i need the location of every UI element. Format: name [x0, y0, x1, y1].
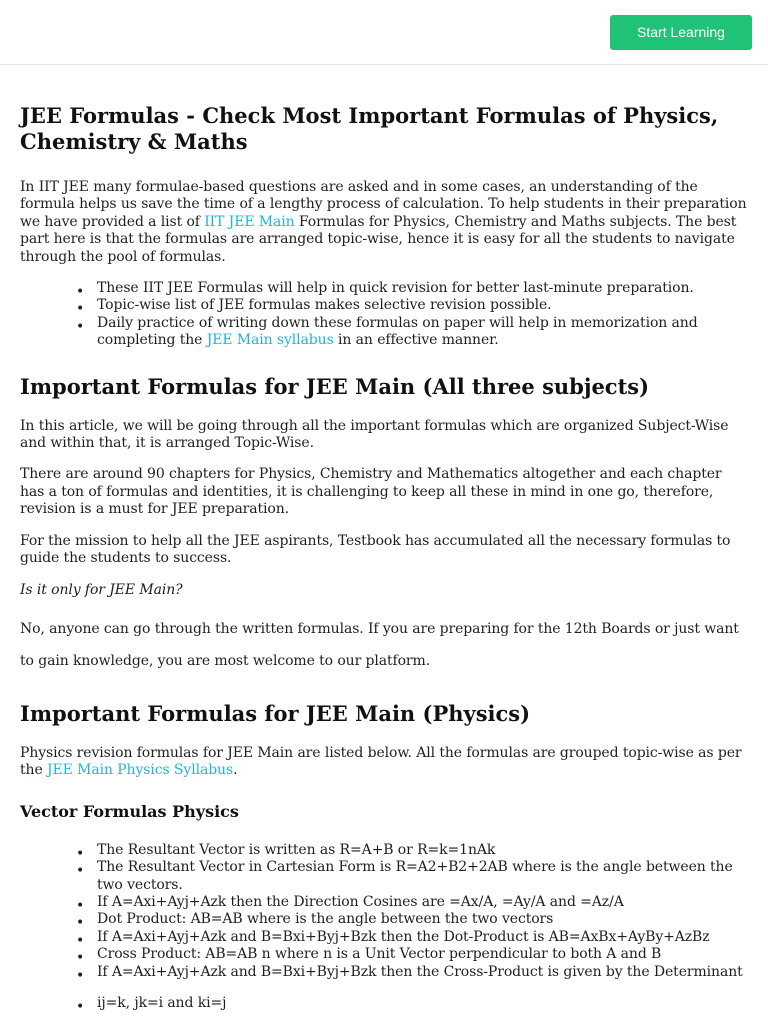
- start-learning-button[interactable]: Start Learning: [610, 15, 752, 50]
- list-item: [76, 314, 748, 350]
- faq-question-text: Is it only for JEE Main?: [20, 581, 183, 598]
- faq-answer: No, anyone can go through the written formulas. If you are preparing for the 12th Boards or just want to gain knowledge, you are most welcome to our platform.: [20, 620, 739, 669]
- list-item: [76, 963, 748, 984]
- list-item: [76, 994, 748, 1015]
- list-item: [76, 928, 748, 949]
- iit-jee-main-link[interactable]: IIT JEE Main: [204, 213, 295, 230]
- benefit-text-2: Topic-wise list of JEE formulas makes selective revision possible.: [97, 297, 552, 314]
- article: [0, 103, 768, 1015]
- list-item: [76, 946, 748, 967]
- vector-formula-text: Cross Product: AB=AB n where n is a Unit Vector perpendicular to both A and B: [97, 946, 662, 963]
- intro-paragraph: [20, 179, 748, 266]
- bullet-icon: •: [76, 863, 85, 880]
- section-heading-all-subjects: Important Formulas for JEE Main (All three subjects): [20, 373, 650, 399]
- physics-intro-paragraph: [20, 745, 748, 780]
- section-heading-physics: Important Formulas for JEE Main (Physics): [20, 700, 531, 726]
- intro-text-end: Formulas for Physics, Chemistry and Maths subjects. The best part here is that the formulas are arranged topic-wise, hence it is easy for all the students to navigate through the pool of formulas.: [20, 213, 737, 265]
- paragraph-mission: For the mission to help all the JEE aspirants, Testbook has accumulated all the necessary formulas to guide the students to success.: [20, 532, 731, 567]
- list-item: [76, 893, 748, 914]
- bullet-icon: •: [76, 897, 85, 914]
- vector-formula-text: If A=Axi+Ayj+Azk then the Direction Cosines are =Ax/A, =Ay/A and =Az/A: [97, 893, 624, 910]
- vector-formula-text: The Resultant Vector in Cartesian Form is R=A2+B2+2AB where is the angle between the two vectors.: [97, 859, 733, 893]
- benefit-text-3-end: in an effective manner.: [333, 332, 499, 349]
- vector-formula-text: ij=k, jk=i and ki=j: [97, 994, 227, 1011]
- bullet-icon: •: [76, 284, 85, 301]
- page-title: JEE Formulas - Check Most Important Formulas of Physics, Chemistry & Maths: [20, 103, 719, 154]
- benefit-text-3-start: Daily practice of writing down these formulas on paper will help in memorization and completing the: [97, 314, 698, 349]
- intro-text-start: In IIT JEE many formulae-based questions are asked and in some cases, an understanding of the formula helps us save the time of a lengthy process of calculation. To help students in their preparation we have provided a list of: [20, 179, 747, 230]
- vector-formula-text: Dot Product: AB=AB where is the angle between the two vectors: [97, 911, 554, 928]
- bullet-icon: •: [76, 318, 85, 335]
- paragraph-chapters: There are around 90 chapters for Physics, Chemistry and Mathematics altogether and each chapter has a ton of formulas and identities, it is challenging to keep all these in mind in one go, therefore, revision is a must for JEE preparation.: [20, 466, 722, 518]
- vector-formulas-list: [20, 842, 748, 1013]
- list-item: [76, 911, 748, 932]
- physics-intro-text: Physics revision formulas for JEE Main are listed below. All the formulas are grouped topic-wise as per the: [20, 744, 742, 779]
- subsection-heading-vector: Vector Formulas Physics: [20, 801, 239, 821]
- bullet-icon: •: [76, 932, 85, 949]
- benefit-text-1: These IIT JEE Formulas will help in quick revision for better last-minute preparation.: [97, 280, 694, 297]
- faq-question: [20, 582, 748, 599]
- physics-intro-end: .: [233, 762, 238, 779]
- bullet-icon: •: [76, 915, 85, 932]
- bullet-icon: •: [76, 998, 85, 1015]
- bullet-icon: •: [76, 845, 85, 862]
- bullet-icon: •: [76, 967, 85, 984]
- list-item: [76, 280, 748, 301]
- jee-main-physics-syllabus-link[interactable]: JEE Main Physics Syllabus: [46, 762, 234, 779]
- bullet-icon: •: [76, 950, 85, 967]
- list-item: [76, 859, 748, 894]
- vector-formula-text: If A=Axi+Ayj+Azk and B=Bxi+Byj+Bzk then the Cross-Product is given by the Determinant: [97, 963, 743, 980]
- vector-formula-text: If A=Axi+Ayj+Azk and B=Bxi+Byj+Bzk then the Dot-Product is AB=AxBx+AyBy+AzBz: [97, 928, 710, 945]
- paragraph-organization: In this article, we will be going through all the important formulas which are organized Subject-Wise and within that, it is arranged Topic-Wise.: [20, 417, 729, 452]
- vector-formula-text: The Resultant Vector is written as R=A+B or R=k=1nAk: [97, 841, 496, 858]
- top-bar: [0, 0, 768, 65]
- bullet-icon: •: [76, 301, 85, 318]
- jee-main-syllabus-link[interactable]: JEE Main syllabus: [206, 332, 334, 349]
- list-item: [76, 297, 748, 318]
- list-item: [76, 841, 748, 862]
- benefits-list: [20, 280, 748, 350]
